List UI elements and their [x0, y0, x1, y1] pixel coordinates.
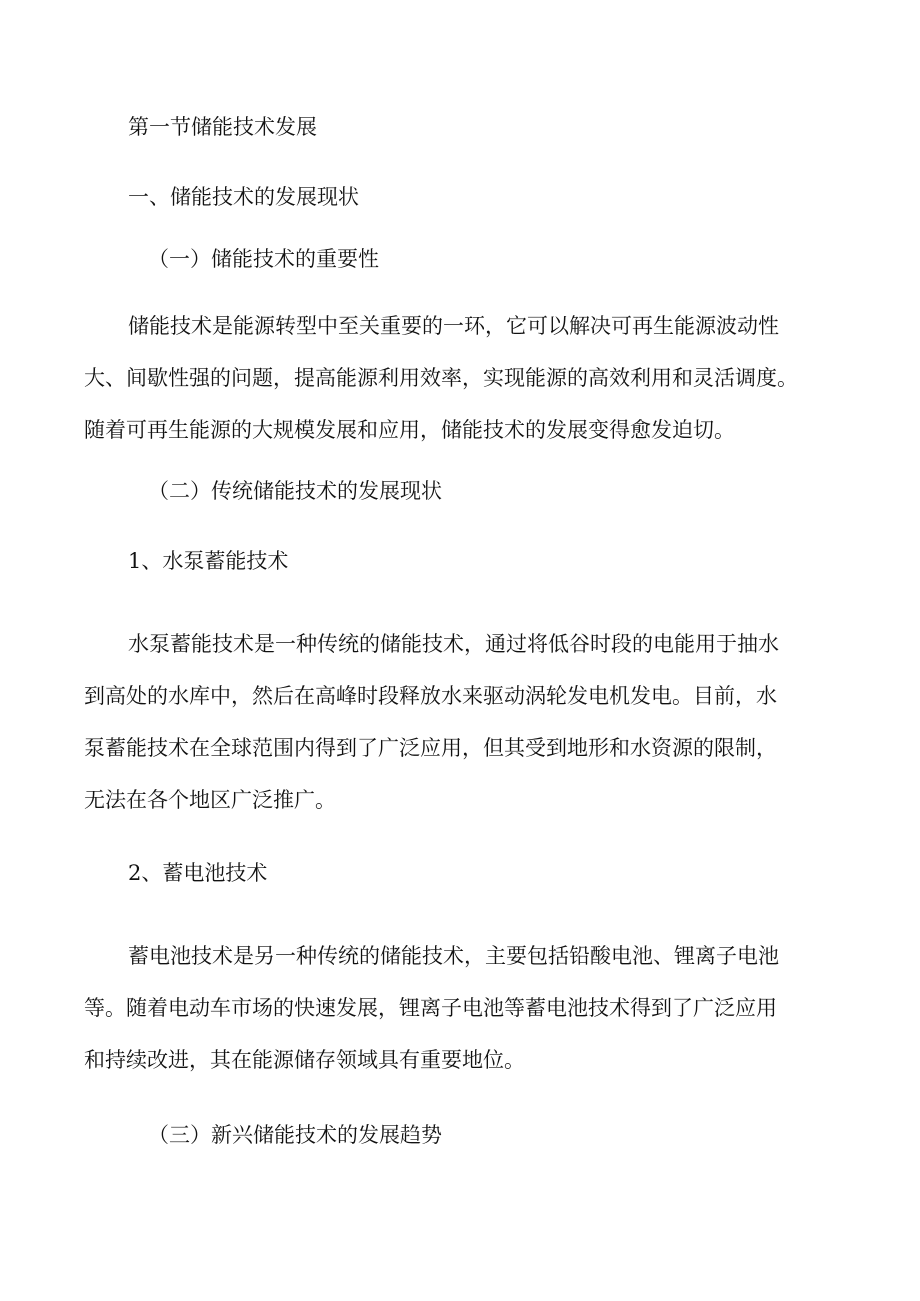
- subheading-3: （三）新兴储能技术的发展趋势: [148, 1123, 442, 1147]
- paragraph-2-line: 泵蓄能技术在全球范围内得到了广泛应用，但其受到地形和水资源的限制，: [84, 736, 777, 760]
- paragraph-2-line: 无法在各个地区广泛推广。: [84, 788, 336, 812]
- subheading-1: （一）储能技术的重要性: [148, 247, 379, 271]
- paragraph-1: [84, 300, 838, 456]
- heading-1: 一、储能技术的发展现状: [128, 185, 359, 209]
- section-title: 第一节储能技术发展: [128, 115, 317, 139]
- paragraph-1-line: 大、间歇性强的问题，提高能源利用效率，实现能源的高效利用和灵活调度。: [84, 366, 798, 390]
- item-2-title: 2、蓄电池技术: [128, 861, 268, 885]
- paragraph-3-line: 和持续改进，其在能源储存领域具有重要地位。: [84, 1048, 525, 1072]
- paragraph-1-line: 储能技术是能源转型中至关重要的一环，它可以解决可再生能源波动性: [128, 314, 779, 338]
- item-1-title: 1、水泵蓄能技术: [128, 549, 289, 573]
- paragraph-3-line: 等。随着电动车市场的快速发展，锂离子电池等蓄电池技术得到了广泛应用: [84, 996, 777, 1020]
- subheading-2: （二）传统储能技术的发展现状: [148, 479, 442, 503]
- paragraph-2-line: 到高处的水库中，然后在高峰时段释放水来驱动涡轮发电机发电。目前，水: [84, 684, 777, 708]
- paragraph-1-line: 随着可再生能源的大规模发展和应用，储能技术的发展变得愈发迫切。: [84, 418, 735, 442]
- paragraph-3-line: 蓄电池技术是另一种传统的储能技术，主要包括铅酸电池、锂离子电池: [128, 944, 779, 968]
- paragraph-2-line: 水泵蓄能技术是一种传统的储能技术，通过将低谷时段的电能用于抽水: [128, 632, 779, 656]
- paragraph-2: [84, 618, 838, 826]
- paragraph-3: [84, 930, 838, 1086]
